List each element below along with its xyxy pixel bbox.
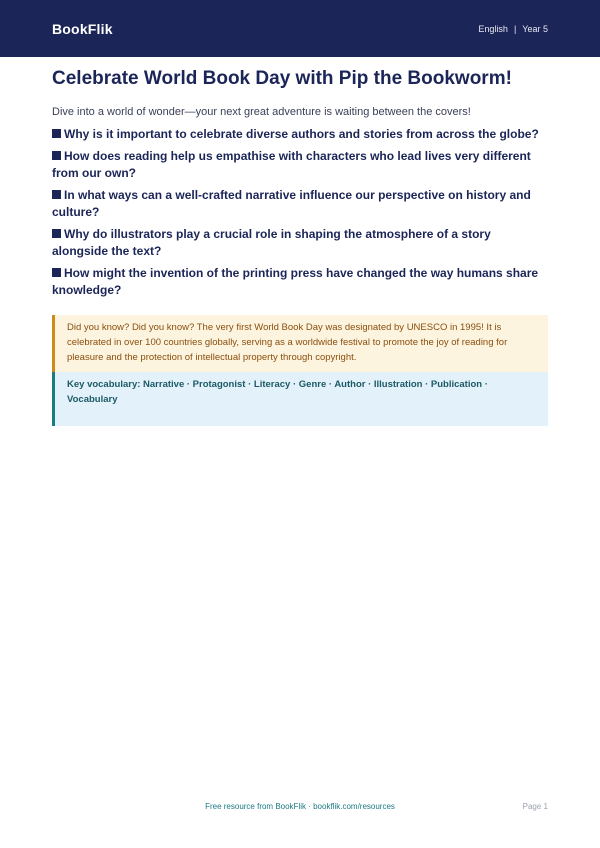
main-content xyxy=(0,67,600,426)
subject-label: English xyxy=(478,23,508,34)
square-bullet-icon xyxy=(52,151,61,160)
question-item xyxy=(52,187,548,221)
question-text: Why do illustrators play a crucial role in shaping the atmosphere of a story alongside the text? xyxy=(52,227,491,258)
page-number: Page 1 xyxy=(522,802,548,811)
page-header xyxy=(0,0,600,57)
footer-resource-link[interactable]: Free resource from BookFlik · bookflik.com/resources xyxy=(205,802,395,811)
square-bullet-icon xyxy=(52,229,61,238)
brand-logo-text[interactable]: BookFlik xyxy=(52,20,113,37)
question-text: In what ways can a well-crafted narrative influence our perspective on history and culture? xyxy=(52,188,531,219)
page-title: Celebrate World Book Day with Pip the Bookworm! xyxy=(52,68,512,89)
question-text: How might the invention of the printing press have changed the way humans share knowledge? xyxy=(52,266,539,297)
question-item xyxy=(52,126,548,143)
did-you-know-box: Did you know? Did you know? The very first World Book Day was designated by UNESCO in 1995! It is celebrated in over 100 countries globally, serving as a worldwide festival to promote the joy of reading for pleasure and the protection of intellectual property through copyright. xyxy=(52,315,548,372)
subject-year-meta xyxy=(478,24,548,34)
question-item xyxy=(52,265,548,299)
question-item xyxy=(52,148,548,182)
square-bullet-icon xyxy=(52,190,61,199)
intro-text: Dive into a world of wonder—your next great adventure is waiting between the covers! xyxy=(52,106,471,118)
question-text: How does reading help us empathise with characters who lead lives very different from our own? xyxy=(52,149,531,180)
square-bullet-icon xyxy=(52,129,61,138)
question-text: Why is it important to celebrate diverse authors and stories from across the globe? xyxy=(64,127,539,141)
square-bullet-icon xyxy=(52,268,61,277)
page-footer xyxy=(52,800,548,814)
question-item xyxy=(52,226,548,260)
meta-separator: | xyxy=(513,23,517,34)
question-list xyxy=(52,126,548,299)
year-label: Year 5 xyxy=(522,23,548,34)
key-vocabulary-box: Key vocabulary: Narrative · Protagonist · Literacy · Genre · Author · Illustration · Publication · Vocabulary xyxy=(52,372,548,426)
